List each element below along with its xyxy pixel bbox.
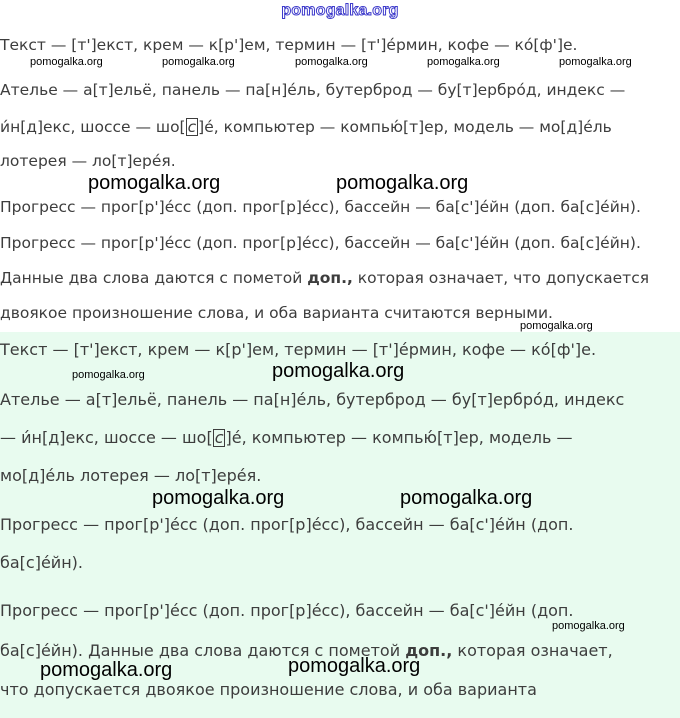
watermark-small: pomogalka.org [427,56,500,68]
watermark-large: pomogalka.org [336,172,469,194]
watermark-large: pomogalka.org [40,659,173,681]
text-line: и́н[д]екс, шоссе — шо[ с ]е́, компьютер — компью́[т]ер, модель — мо[д]е́ль [0,118,612,136]
text-line: что допускается двоякое произношение слова, и оба варианта [0,680,537,699]
watermark-small: pomogalka.org [162,56,235,68]
watermark-large: pomogalka.org [88,172,221,194]
watermark-small: pomogalka.org [559,56,632,68]
watermark-large: pomogalka.org [288,655,421,677]
watermark-small: pomogalka.org [520,320,593,332]
watermark-small: pomogalka.org [72,369,145,381]
watermark-large: pomogalka.org [272,360,405,382]
text-line: Данные два слова даются с пометой доп., которая означает, что допускается [0,269,650,287]
text-line: мо[д]е́ль лотерея — ло[т]ере́я. [0,466,262,485]
boxed-letter: с [187,118,197,136]
text-line: лотерея — ло[т]ере́я. [0,152,176,170]
watermark-small: pomogalka.org [552,620,625,632]
text-line: Прогресс — прог[р']е́сс (доп. прог[р]е́сс), бассейн — ба[с']е́йн (доп. [0,601,574,620]
text-line: Ателье — а[т]ельё, панель — па[н]е́ль, бутерброд — бу[т]ербро́д, индекс — [0,81,626,99]
watermark-large: pomogalka.org [400,487,533,509]
text-line: Прогресс — прог[р']е́сс (доп. прог[р]е́сс), бассейн — ба[с']е́йн (доп. ба[с]е́йн). [0,198,641,216]
text-line: ба[с]е́йн). [0,553,83,572]
boxed-letter: с [214,428,224,447]
watermark-large: pomogalka.org [152,487,285,509]
text-line: Текст — [т']екст, крем — к[р']ем, термин — [т']е́рмин, кофе — ко́[ф']е. [0,340,597,359]
watermark-top: pomogalka.org [281,2,399,19]
text-line: — и́н[д]екс, шоссе — шо[ с ]е́, компьютер — компью́[т]ер, модель — [0,428,573,447]
watermark-small: pomogalka.org [30,56,103,68]
text-line: Ателье — а[т]ельё, панель — па[н]е́ль, бутерброд — бу[т]ербро́д, индекс [0,390,625,409]
watermark-small: pomogalka.org [295,56,368,68]
text-line: Прогресс — прог[р']е́сс (доп. прог[р]е́сс), бассейн — ба[с']е́йн (доп. ба[с]е́йн). [0,234,641,252]
text-line: ба[с]е́йн). Данные два слова даются с пометой доп., которая означает, [0,641,613,660]
text-line: Текст — [т']екст, крем — к[р']ем, термин — [т']е́рмин, кофе — ко́[ф']е. [0,36,578,54]
text-line: Прогресс — прог[р']е́сс (доп. прог[р]е́сс), бассейн — ба[с']е́йн (доп. [0,515,574,534]
text-line: двоякое произношение слова, и оба варианта считаются верными. [0,304,553,322]
